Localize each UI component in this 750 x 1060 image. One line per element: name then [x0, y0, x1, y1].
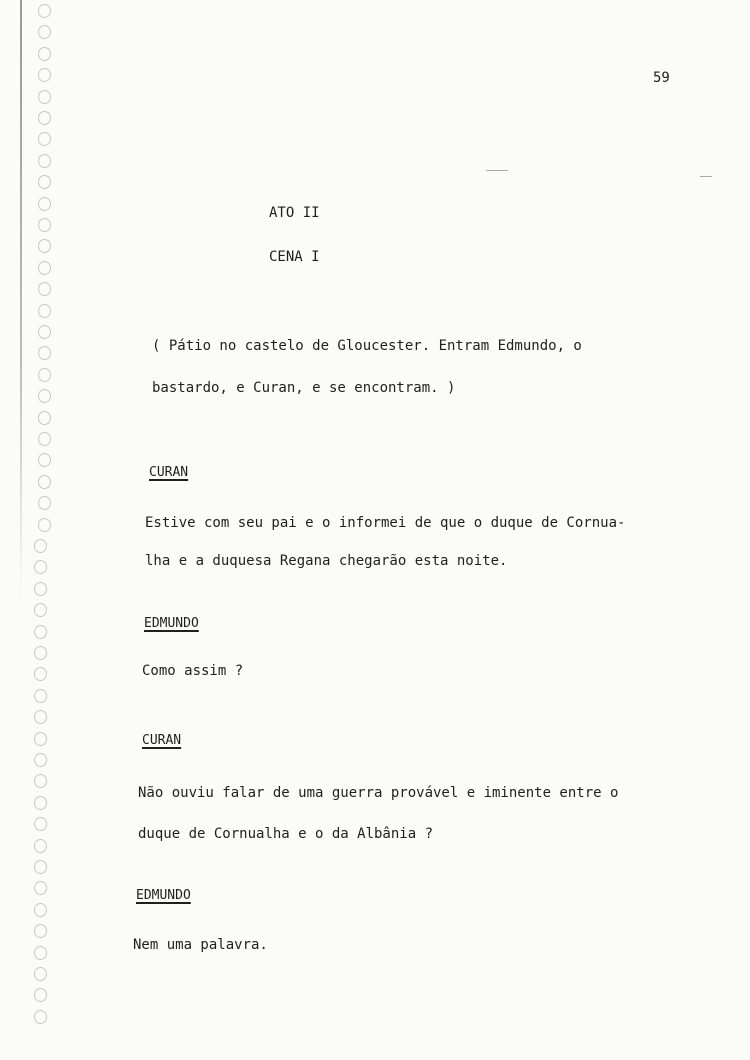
- binding-hole: [34, 946, 47, 960]
- binding-hole: [38, 154, 51, 168]
- speaker-name: CURAN: [149, 465, 189, 480]
- binding-hole: [34, 774, 47, 788]
- page-number: 59: [653, 70, 670, 86]
- binding-hole: [38, 239, 51, 253]
- binding-margin-line: [20, 0, 22, 600]
- binding-hole: [34, 753, 47, 767]
- binding-hole: [34, 967, 47, 981]
- scan-mark: [700, 176, 712, 177]
- binding-hole: [38, 47, 51, 61]
- dialogue-line: Nem uma palavra.: [133, 937, 268, 953]
- binding-hole: [34, 625, 47, 639]
- binding-hole: [38, 518, 51, 532]
- binding-hole: [38, 304, 51, 318]
- binding-hole: [38, 90, 51, 104]
- binding-hole: [38, 389, 51, 403]
- binding-hole: [38, 346, 51, 360]
- binding-hole: [34, 560, 47, 574]
- binding-hole: [34, 732, 47, 746]
- binding-hole: [34, 860, 47, 874]
- binding-hole: [38, 4, 51, 18]
- binding-hole: [34, 924, 47, 938]
- binding-hole: [38, 197, 51, 211]
- binding-hole: [38, 325, 51, 339]
- binding-hole: [34, 1010, 47, 1024]
- binding-hole: [38, 411, 51, 425]
- binding-hole: [34, 988, 47, 1002]
- binding-hole: [34, 667, 47, 681]
- binding-hole: [34, 710, 47, 724]
- binding-hole: [38, 68, 51, 82]
- speaker-name: EDMUNDO: [144, 616, 199, 631]
- binding-hole: [34, 646, 47, 660]
- binding-hole: [34, 903, 47, 917]
- dialogue-line: Estive com seu pai e o informei de que o duque de Cornua-: [145, 515, 626, 531]
- binding-hole: [34, 881, 47, 895]
- binding-hole: [34, 689, 47, 703]
- binding-hole: [34, 603, 47, 617]
- dialogue-line: Não ouviu falar de uma guerra provável e iminente entre o: [138, 785, 619, 801]
- binding-hole: [38, 282, 51, 296]
- binding-hole: [34, 582, 47, 596]
- binding-hole: [38, 111, 51, 125]
- stage-direction-line: bastardo, e Curan, e se encontram. ): [152, 380, 456, 396]
- binding-hole: [38, 453, 51, 467]
- binding-hole: [38, 175, 51, 189]
- binding-hole: [38, 368, 51, 382]
- binding-hole: [38, 432, 51, 446]
- binding-hole: [34, 817, 47, 831]
- binding-hole: [38, 132, 51, 146]
- binding-hole: [34, 796, 47, 810]
- scene-heading: CENA I: [269, 249, 320, 265]
- binding-hole: [34, 839, 47, 853]
- dialogue-line: duque de Cornualha e o da Albânia ?: [138, 826, 434, 842]
- binding-hole: [38, 218, 51, 232]
- punched-holes: [38, 4, 58, 1044]
- binding-hole: [38, 496, 51, 510]
- binding-hole: [38, 475, 51, 489]
- act-heading: ATO II: [269, 205, 320, 221]
- binding-hole: [38, 25, 51, 39]
- dialogue-line: lha e a duquesa Regana chegarão esta noite.: [145, 553, 508, 569]
- speaker-name: CURAN: [142, 733, 182, 748]
- dialogue-line: Como assim ?: [142, 663, 244, 679]
- speaker-name: EDMUNDO: [136, 888, 191, 903]
- stage-direction-line: ( Pátio no castelo de Gloucester. Entram Edmundo, o: [152, 338, 582, 354]
- binding-hole: [34, 539, 47, 553]
- scan-mark: [486, 170, 508, 171]
- binding-hole: [38, 261, 51, 275]
